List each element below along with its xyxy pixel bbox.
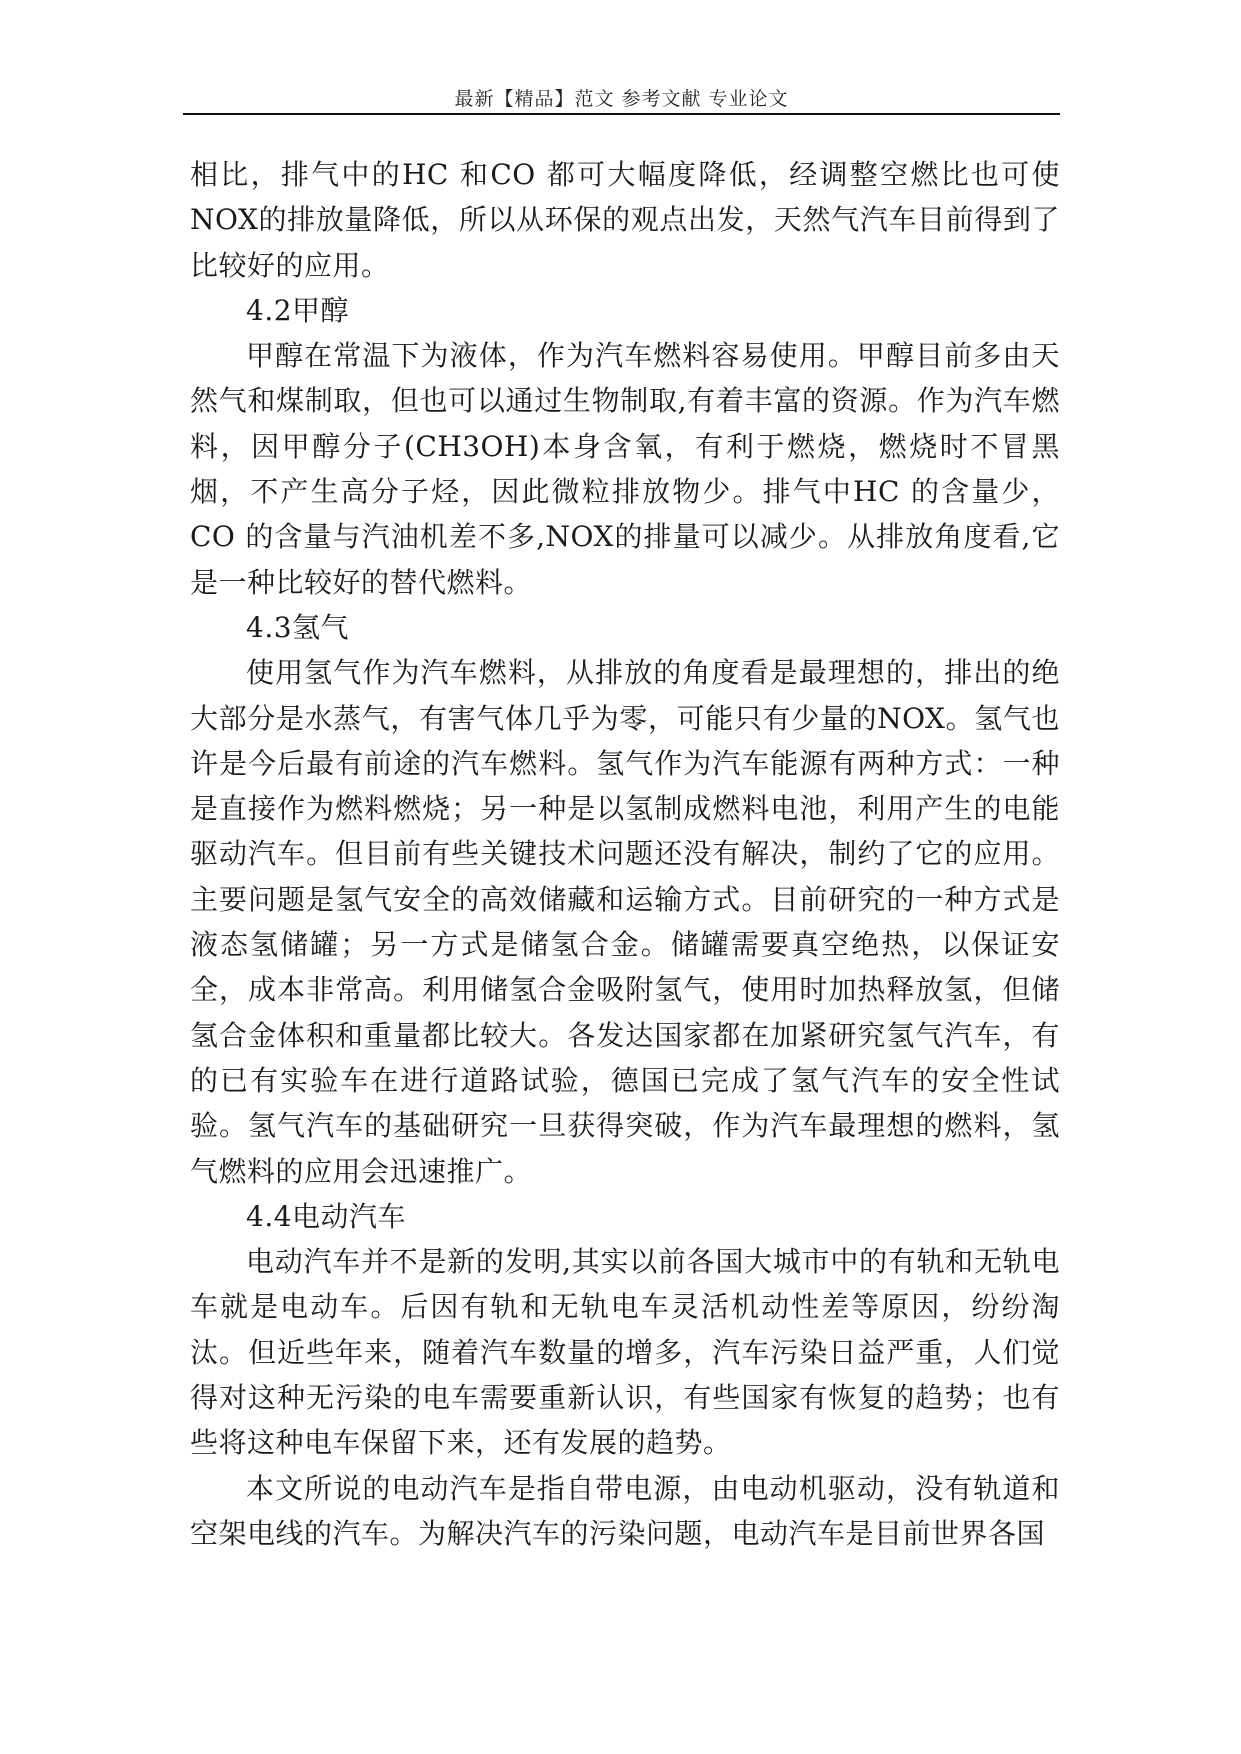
paragraph-continuation: 相比，排气中的HC 和CO 都可大幅度降低，经调整空燃比也可使NOX的排放量降低，所以从环保的观点出发，天然气汽车目前得到了比较好的应用。	[190, 158, 1060, 282]
paragraph-electric-car-history: 电动汽车并不是新的发明,其实以前各国大城市中的有轨和无轨电车就是电动车。后因有轨和无轨电车灵活机动性差等原因，纷纷淘汰。但近些年来，随着汽车数量的增多，汽车污染日益严重，人们觉得对这种无污染的电车需要重新认识，有些国家有恢复的趋势；也有些将这种电车保留下来，还有发展的趋势。	[190, 1245, 1060, 1460]
header-divider	[183, 113, 1060, 115]
paragraph-electric-car-definition: 本文所说的电动汽车是指自带电源，由电动机驱动，没有轨道和空架电线的汽车。为解决汽车的污染问题，电动汽车是目前世界各国	[190, 1471, 1060, 1550]
document-body	[190, 152, 1060, 1556]
paragraph-hydrogen: 使用氢气作为汽车燃料，从排放的角度看是最理想的，排出的绝大部分是水蒸气，有害气体几乎为零，可能只有少量的NOX。氢气也许是今后最有前途的汽车燃料。氢气作为汽车能源有两种方式：一种是直接作为燃料燃烧；另一种是以氢制成燃料电池，利用产生的电能驱动汽车。但目前有些关键技术问题还没有解决，制约了它的应用。主要问题是氢气安全的高效储藏和运输方式。目前研究的一种方式是液态氢储罐；另一方式是储氢合金。储罐需要真空绝热，以保证安全，成本非常高。利用储氢合金吸附氢气，使用时加热释放氢，但储氢合金体积和重量都比较大。各发达国家都在加紧研究氢气汽车，有的已有实验车在进行道路试验，德国已完成了氢气汽车的安全性试验。氢气汽车的基础研究一旦获得突破，作为汽车最理想的燃料，氢气燃料的应用会迅速推广。	[190, 656, 1060, 1188]
paragraph-methanol: 甲醇在常温下为液体，作为汽车燃料容易使用。甲醇目前多由天然气和煤制取，但也可以通过生物制取,有着丰富的资源。作为汽车燃料，因甲醇分子(CH3OH)本身含氧，有利于燃烧，燃烧时不冒黑烟，不产生高分子烃，因此微粒排放物少。排气中HC 的含量少，CO 的含量与汽油机差不多,NOX的排量可以减少。从排放角度看,它是一种比较好的替代燃料。	[190, 339, 1060, 599]
page-header: 最新【精品】范文 参考文献 专业论文	[454, 88, 789, 110]
section-heading-4-3: 4.3氢气	[246, 610, 350, 644]
section-heading-4-2: 4.2甲醇	[246, 293, 350, 327]
section-heading-4-4: 4.4电动汽车	[246, 1199, 407, 1233]
